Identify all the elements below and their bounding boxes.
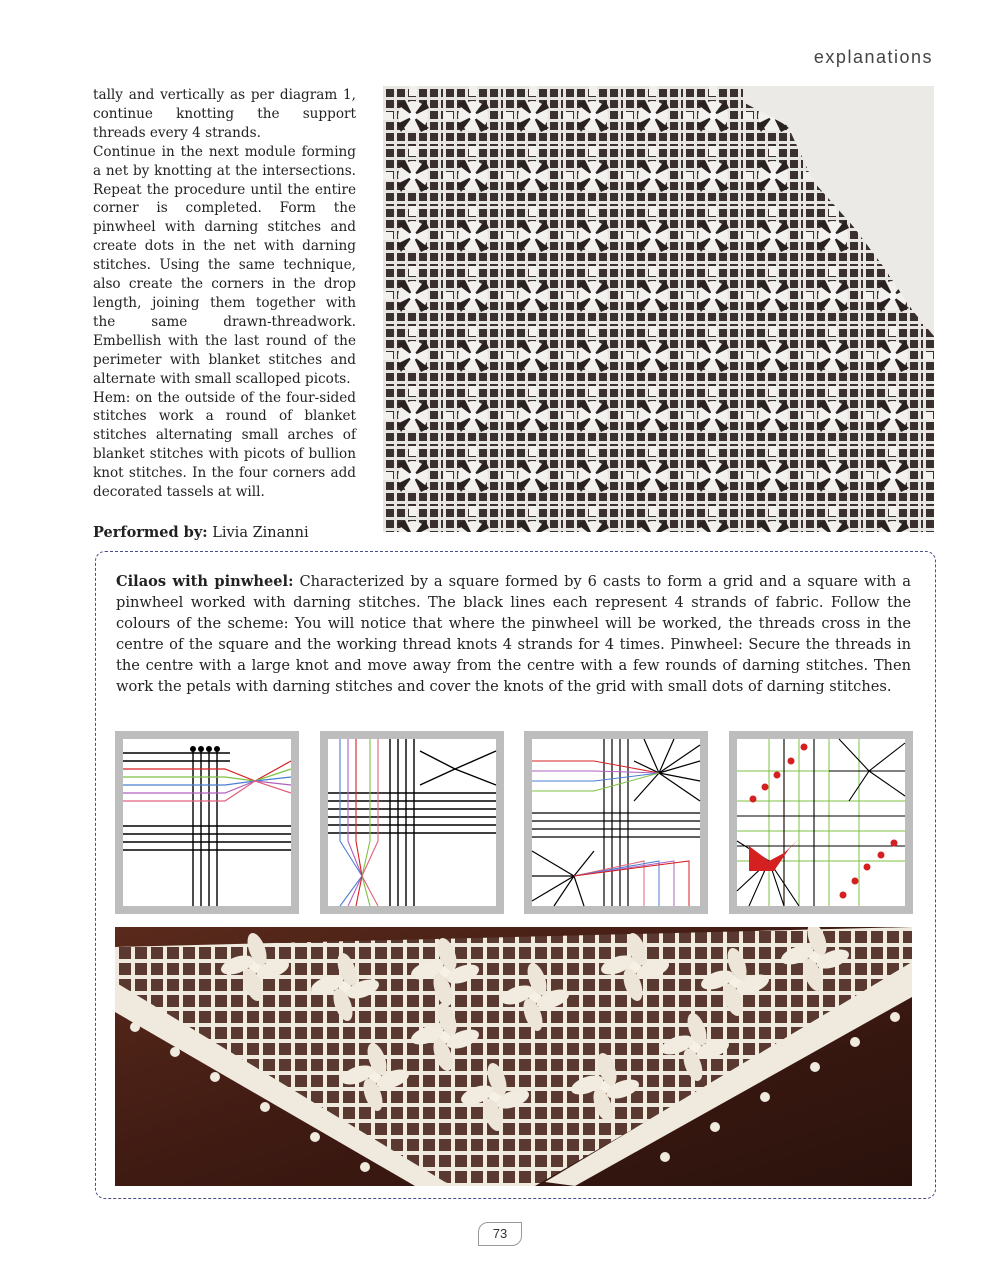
section-label: explanations: [813, 47, 933, 67]
diagram-1: [115, 731, 299, 914]
credit-label: Performed by:: [93, 524, 208, 541]
diagram-4: [729, 731, 913, 914]
info-box-heading: Cilaos with pinwheel:: [116, 573, 294, 590]
embroidery-photo-bottom: [115, 927, 912, 1186]
page-number: 73: [478, 1222, 522, 1246]
left-column-text: [93, 86, 356, 502]
credit-line: [93, 524, 309, 541]
diagram-2: [320, 731, 504, 914]
paragraph-3: Hem: on the outside of the four-sided stitches work a round of blanket stitches alternating small arches of blanket stitches with picots of bullion knot stitches. In the four corners add decorated tassels at will.: [93, 389, 356, 501]
credit-name: Livia Zinanni: [212, 525, 309, 541]
info-box-body: Characterized by a square formed by 6 casts to form a grid and a square with a pinwheel worked with darning stitches. The black lines each represent 4 strands of fabric. Follow the colours of the scheme: You will notice that where the pinwheel will be worked, the threads cross in the centre of the square and the working thread knots 4 strands for 4 times. Pinwheel: Secure the threads in the centre with a large knot and move away from the centre with a few rounds of darning stitches. Then work the petals with darning stitches and cover the knots of the grid with small dots of darning stitches.: [116, 573, 911, 695]
info-box-text: [116, 571, 911, 697]
diagram-3: [524, 731, 708, 914]
paragraph-1: tally and vertically as per diagram 1, continue knotting the support threads every 4 strands.: [93, 87, 356, 141]
paragraph-2: Continue in the next module forming a net by knotting at the intersections. Repeat the procedure until the entire corner is completed. Form the pinwheel with darning stitches and create dots in the net with darning stitches. Using the same technique, also create the corners in the drop length, joining them together with the same drawn-threadwork. Embellish with the last round of the perimeter with blanket stitches and alternate with small scalloped picots.: [93, 143, 356, 387]
embroidery-photo-top: [383, 86, 934, 532]
